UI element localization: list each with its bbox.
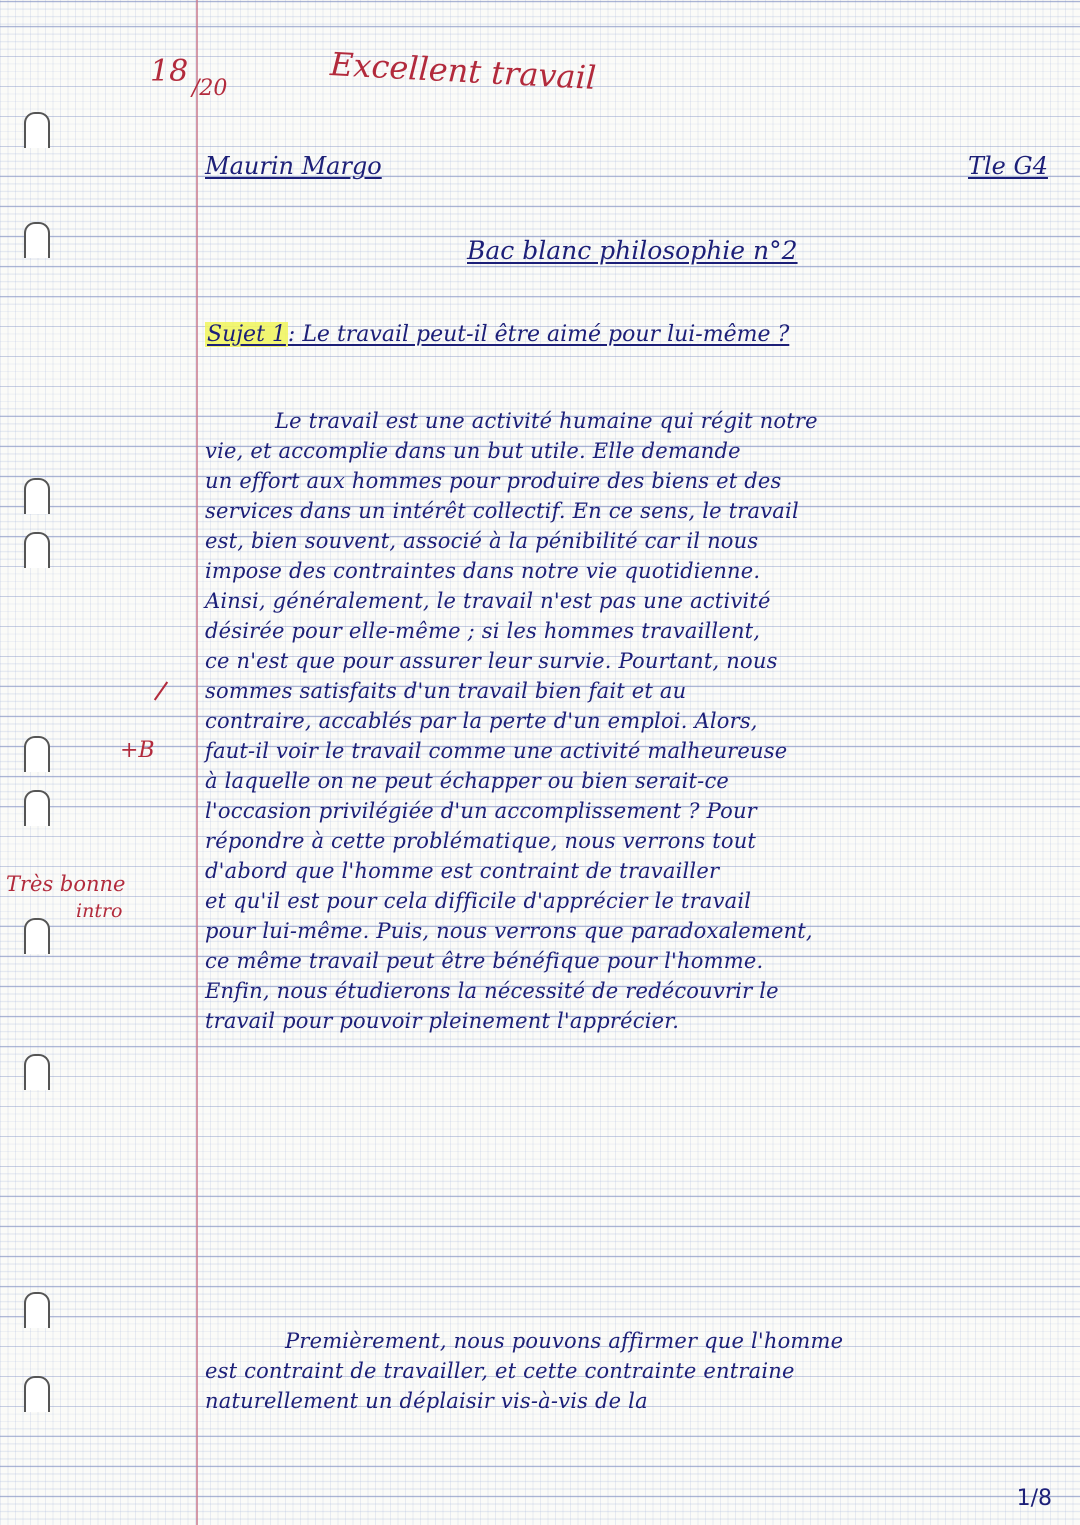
binder-hole [24,918,50,954]
grade-score: 18 [150,54,189,89]
margin-line [196,0,198,1525]
binder-hole [24,790,50,826]
grade-total: /20 [192,76,228,101]
binder-hole [24,1376,50,1412]
margin-mark: +B [120,738,155,763]
margin-check-mark [154,681,168,700]
student-name: Maurin Margo [205,152,382,180]
subject-label: Sujet 1 [207,322,286,347]
text-line: désirée pour elle-même ; si les hommes travaillent, [205,619,761,643]
page-number: 1/8 [1016,1486,1052,1511]
margin-comment-line2: intro [76,900,123,922]
text-line: vie, et accomplie dans un but utile. Elle demande [205,439,741,463]
text-line: répondre à cette problématique, nous verrons tout [205,829,757,853]
text-line: services dans un intérêt collectif. En ce sens, le travail [205,499,799,523]
binder-hole [24,112,50,148]
text-line: et qu'il est pour cela difficile d'apprécier le travail [205,889,752,913]
text-line: impose des contraintes dans notre vie quotidienne. [205,559,761,583]
binder-hole [24,478,50,514]
text-line: un effort aux hommes pour produire des biens et des [205,469,782,493]
text-line: l'occasion privilégiée d'un accomplissement ? Pour [205,799,757,823]
binder-hole [24,1292,50,1328]
introduction-paragraph [205,406,1065,1036]
text-line: Ainsi, généralement, le travail n'est pas une activité [205,589,771,613]
text-line: est, bien souvent, associé à la pénibilité car il nous [205,529,759,553]
text-line: d'abord que l'homme est contraint de travailler [205,859,720,883]
class-label: Tle G4 [968,152,1048,180]
binder-hole [24,736,50,772]
text-line: faut-il voir le travail comme une activité malheureuse [205,739,788,763]
binder-hole [24,222,50,258]
grade-comment: Excellent travail [329,45,597,97]
text-line: à laquelle on ne peut échapper ou bien serait-ce [205,769,730,793]
text-line: travail pour pouvoir pleinement l'apprécier. [205,1009,680,1033]
text-line: Le travail est une activité humaine qui régit notre [275,409,818,433]
text-line: contraire, accablés par la perte d'un emploi. Alors, [205,709,758,733]
subject-line [205,322,789,347]
binder-hole [24,532,50,568]
subject-question: : Le travail peut-il être aimé pour lui-même ? [287,322,790,347]
text-line: sommes satisfaits d'un travail bien fait et au [205,679,687,703]
text-line: est contraint de travailler, et cette contrainte entraine [205,1359,795,1383]
binder-hole [24,1054,50,1090]
margin-comment-line1: Très bonne [6,872,126,896]
text-line: ce même travail peut être bénéfique pour l'homme. [205,949,764,973]
part1-paragraph [205,1326,1065,1416]
text-line: pour lui-même. Puis, nous verrons que paradoxalement, [205,919,813,943]
text-line: ce n'est que pour assurer leur survie. Pourtant, nous [205,649,778,673]
text-line: Enfin, nous étudierons la nécessité de redécouvrir le [205,979,779,1003]
text-line: naturellement un déplaisir vis-à-vis de la [205,1389,648,1413]
page-title: Bac blanc philosophie n°2 [467,236,798,265]
text-line: Premièrement, nous pouvons affirmer que l'homme [285,1329,844,1353]
